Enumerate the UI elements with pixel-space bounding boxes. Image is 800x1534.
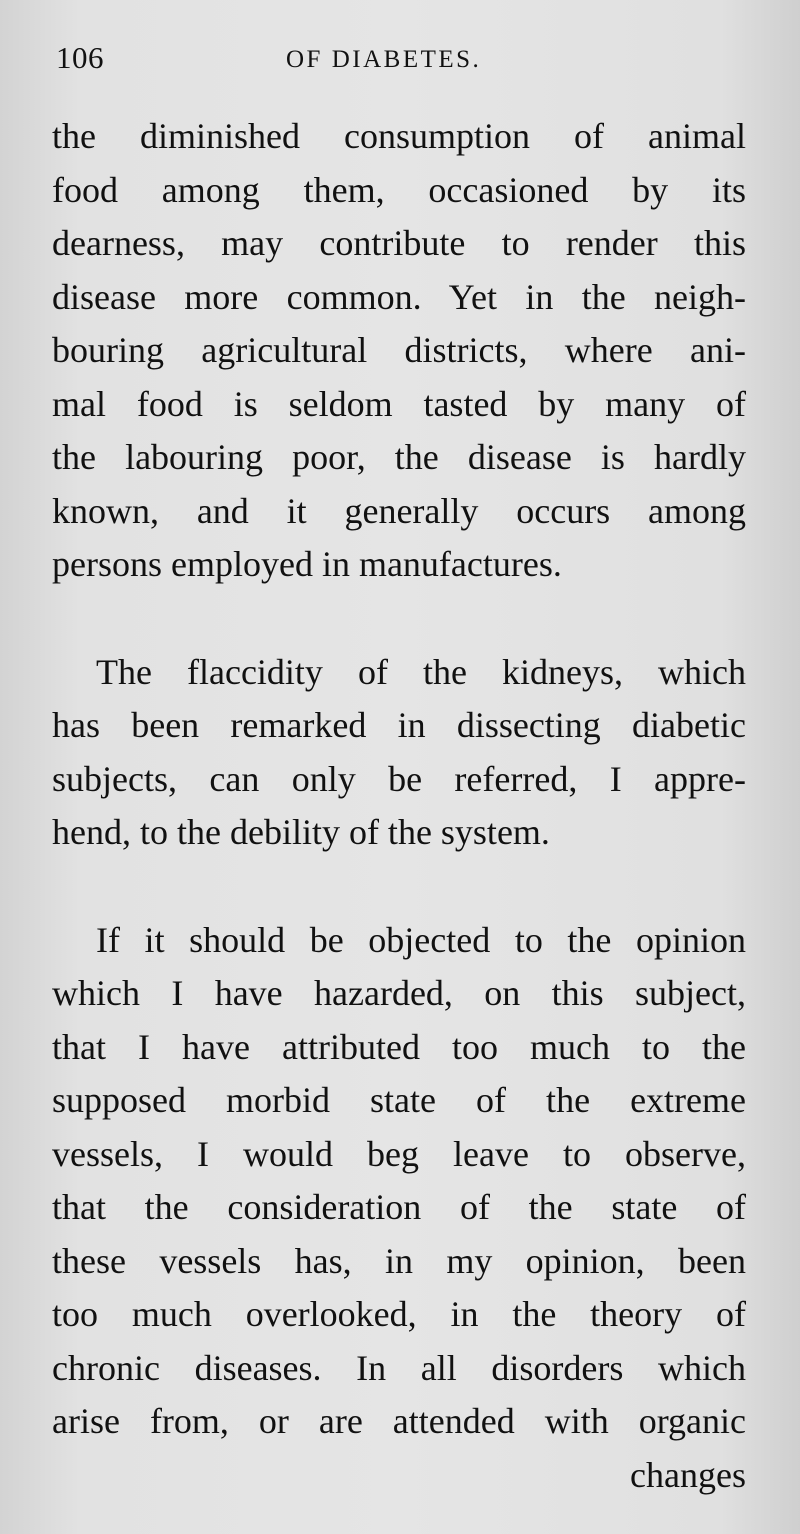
text-line: has been remarked in dissecting diabetic bbox=[52, 705, 746, 745]
text-line: vessels, I would beg leave to observe, bbox=[52, 1133, 746, 1174]
text-line: these vessels has, in my opinion, been bbox=[52, 1240, 746, 1281]
body-text bbox=[52, 110, 746, 1502]
text-line: known, and it generally occurs among bbox=[52, 490, 746, 531]
page-header bbox=[56, 40, 746, 90]
text-line: supposed morbid state of the extreme bbox=[52, 1080, 746, 1120]
text-line: the diminished consumption of animal bbox=[52, 116, 746, 156]
paragraph bbox=[52, 110, 746, 592]
running-title: OF DIABETES. bbox=[286, 46, 482, 73]
paragraph-gap bbox=[52, 592, 746, 646]
text-line: subjects, can only be referred, I appre- bbox=[52, 758, 746, 799]
text-line: which I have hazarded, on this subject, bbox=[52, 973, 746, 1013]
paragraph bbox=[52, 646, 746, 860]
text-line: persons employed in manufactures. bbox=[52, 544, 562, 584]
text-line: If it should be objected to the opinion bbox=[96, 919, 746, 960]
text-line: that I have attributed too much to the bbox=[52, 1026, 746, 1067]
catchword: changes bbox=[630, 1454, 746, 1495]
text-line: mal food is seldom tasted by many of bbox=[52, 383, 746, 424]
text-line: too much overlooked, in the theory of bbox=[52, 1294, 746, 1334]
text-line: disease more common. Yet in the neigh- bbox=[52, 276, 746, 317]
paragraph bbox=[52, 914, 746, 1449]
text-line: bouring agricultural districts, where ani- bbox=[52, 330, 746, 370]
text-line: food among them, occasioned by its bbox=[52, 169, 746, 210]
paragraph-gap bbox=[52, 860, 746, 914]
text-line: the labouring poor, the disease is hardly bbox=[52, 437, 746, 477]
page-number: 106 bbox=[56, 40, 104, 75]
text-line: that the consideration of the state of bbox=[52, 1187, 746, 1227]
text-line: arise from, or are attended with organic bbox=[52, 1401, 746, 1441]
text-line: hend, to the debility of the system. bbox=[52, 812, 550, 852]
text-line: dearness, may contribute to render this bbox=[52, 223, 746, 263]
text-line: chronic diseases. In all disorders which bbox=[52, 1347, 746, 1388]
text-line: The flaccidity of the kidneys, which bbox=[96, 651, 746, 692]
